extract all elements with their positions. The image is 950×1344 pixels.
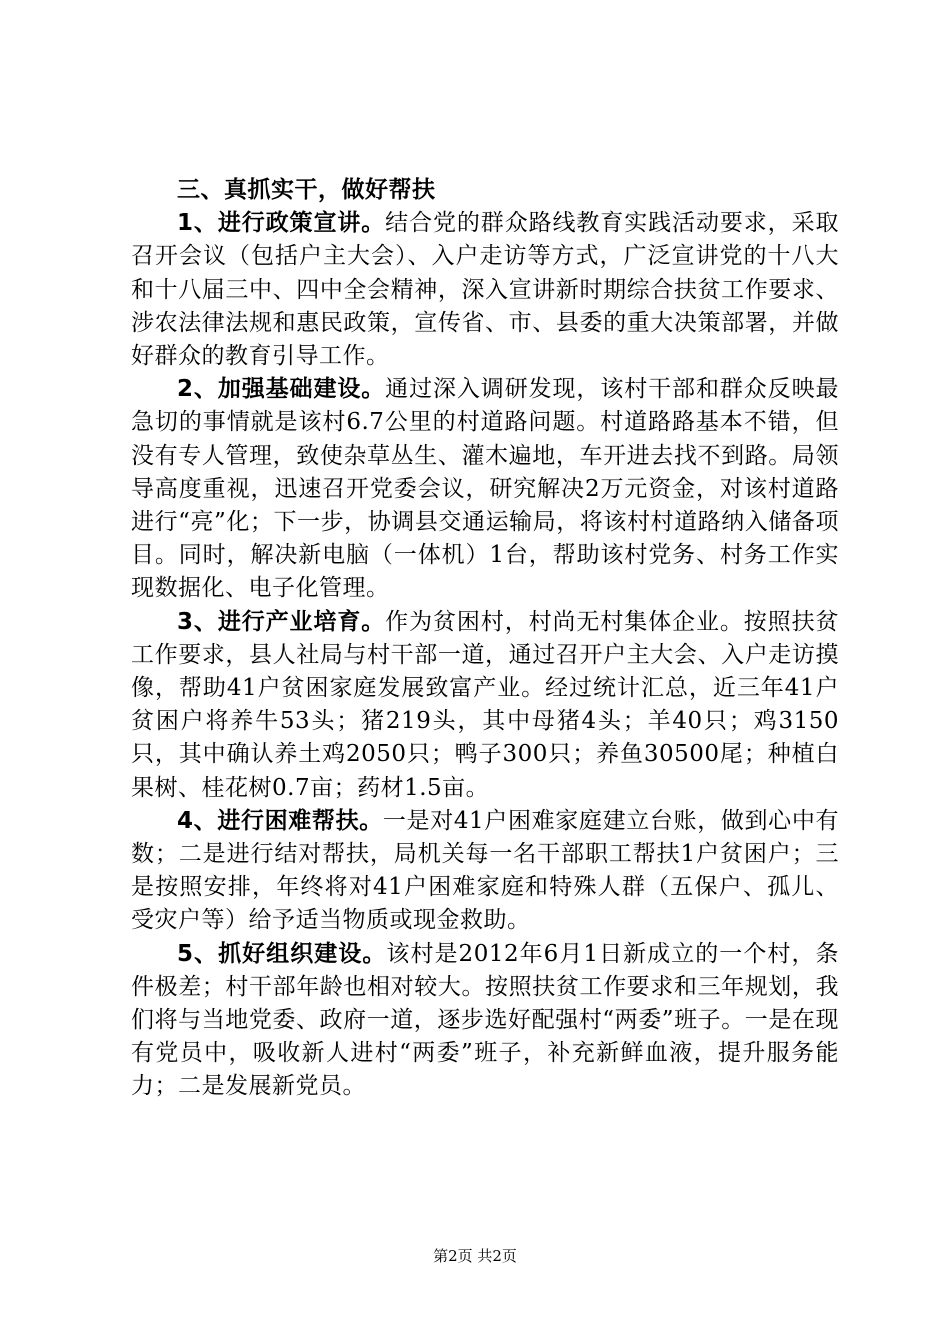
paragraph-body: 一是对41户困难家庭建立台账，做到心中有数；二是进行结对帮扶，局机关每一名干部职工帮扶1户贫困户；三是按照安排，年终将对41户困难家庭和特殊人群（五保户、孤儿、受灾户等）给予适当物质或现金救助。: [131, 807, 839, 934]
paragraph-lead: 1、进行政策宣讲。: [177, 210, 386, 237]
paragraph-body: 该村是2012年6月1日新成立的一个村，条件极差；村干部年龄也相对较大。按照扶贫工作要求和三年规划，我们将与当地党委、政府一道，逐步选好配强村“两委”班子。一是在现有党员中，吸收新人进村“两委”班子，补充新鲜血液，提升服务能力；二是发展新党员。: [131, 940, 839, 1100]
paragraph-body: 通过深入调研发现，该村干部和群众反映最急切的事情就是该村6.7公里的村道路问题。村道路路基本不错，但没有专人管理，致使杂草丛生、灌木遍地，车开进去找不到路。局领导高度重视，迅速召开党委会议，研究解决2万元资金，对该村道路进行“亮”化；下一步，协调县交通运输局，将该村村道路纳入储备项目。同时，解决新电脑（一体机）1台，帮助该村党务、村务工作实现数据化、电子化管理。: [131, 376, 839, 602]
paragraph-organization: [131, 938, 839, 1104]
paragraph-body: 结合党的群众路线教育实践活动要求，采取召开会议（包括户主大会）、入户走访等方式，广泛宣讲党的十八大和十八届三中、四中全会精神，深入宣讲新时期综合扶贫工作要求、涉农法律法规和惠民政策，宣传省、市、县委的重大决策部署，并做好群众的教育引导工作。: [131, 210, 839, 370]
paragraph-lead: 4、进行困难帮扶。: [177, 807, 383, 834]
paragraph-lead: 3、进行产业培育。: [177, 608, 386, 635]
paragraph-policy-publicity: [131, 207, 839, 373]
document-body: [131, 174, 839, 1104]
paragraph-infrastructure: [131, 373, 839, 605]
paragraph-industry: [131, 606, 839, 805]
page-number: 第2页 共2页: [433, 1247, 517, 1265]
paragraph-body: 作为贫困村，村尚无村集体企业。按照扶贫工作要求，县人社局与村干部一道，通过召开户主大会、入户走访摸像，帮助41户贫困家庭发展致富产业。经过统计汇总，近三年41户贫困户将养牛53头；猪219头，其中母猪4头；羊40只；鸡3150只，其中确认养土鸡2050只；鸭子300只；养鱼30500尾；种植白果树、桂花树0.7亩；药材1.5亩。: [131, 608, 839, 801]
section-title: 三、真抓实干，做好帮扶: [177, 177, 436, 203]
paragraph-hardship-aid: [131, 805, 839, 938]
paragraph-lead: 5、抓好组织建设。: [177, 940, 387, 967]
paragraph-lead: 2、加强基础建设。: [177, 376, 386, 403]
